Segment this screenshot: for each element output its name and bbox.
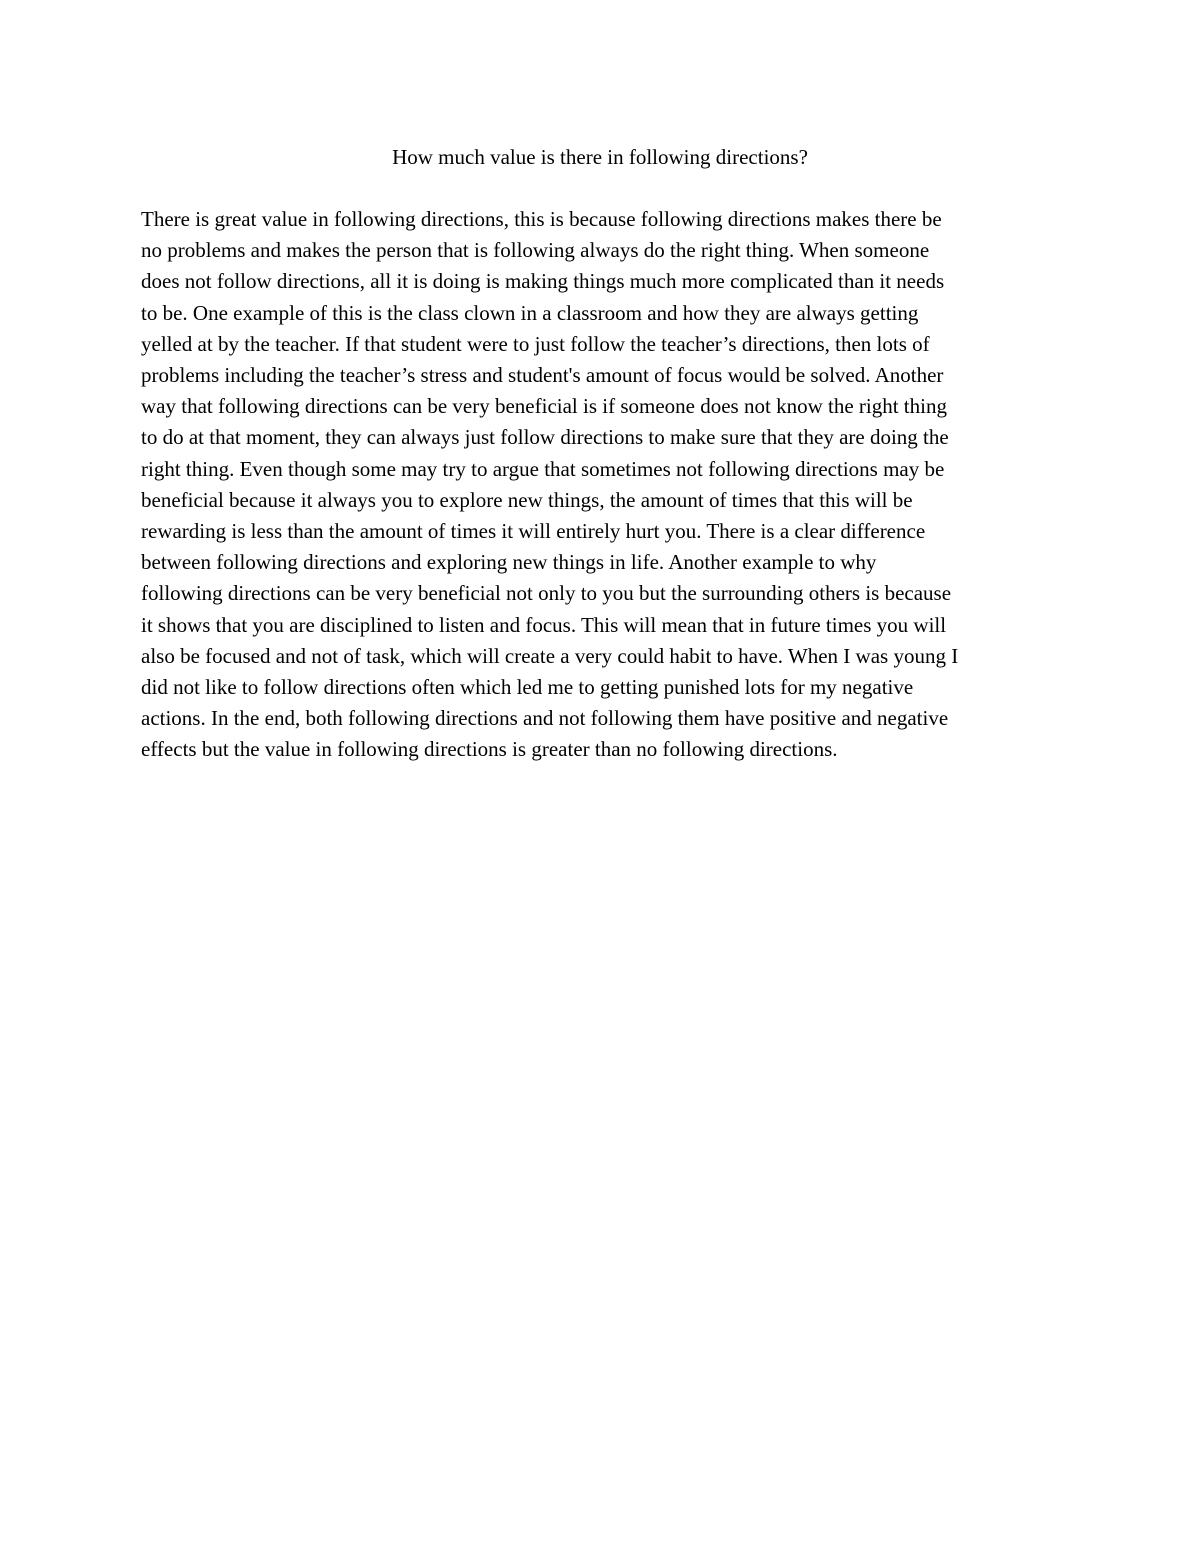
body-line: yelled at by the teacher. If that student were to just follow the teacher’s directions, then lots of xyxy=(141,331,930,356)
body-line: effects but the value in following directions is greater than no following directions. xyxy=(141,737,838,762)
body-line: to be. One example of this is the class clown in a classroom and how they are always getting xyxy=(141,300,919,325)
body-line: did not like to follow directions often which led me to getting punished lots for my negative xyxy=(141,675,914,700)
body-line: beneficial because it always you to explore new things, the amount of times that this will be xyxy=(141,487,913,512)
body-line: There is great value in following directions, this is because following directions makes there be xyxy=(141,207,942,231)
body-line: no problems and makes the person that is following always do the right thing. When someone xyxy=(141,238,930,263)
body-line: actions. In the end, both following directions and not following them have positive and negative xyxy=(141,706,949,731)
body-line: problems including the teacher’s stress and student's amount of focus would be solved. Another xyxy=(141,363,944,388)
body-line: rewarding is less than the amount of times it will entirely hurt you. There is a clear difference xyxy=(141,519,926,544)
body-line: right thing. Even though some may try to argue that sometimes not following directions may be xyxy=(141,456,945,481)
document-title: How much value is there in following directions? xyxy=(392,145,808,169)
body-line: also be focused and not of task, which will create a very could habit to have. When I was young I xyxy=(141,643,959,668)
body-line: it shows that you are disciplined to listen and focus. This will mean that in future times you will xyxy=(141,612,947,637)
body-line: way that following directions can be very beneficial is if someone does not know the right thing xyxy=(141,394,947,419)
body-line: following directions can be very beneficial not only to you but the surrounding others is because xyxy=(141,581,952,606)
body-line: to do at that moment, they can always just follow directions to make sure that they are doing the xyxy=(141,425,949,450)
body-line: does not follow directions, all it is doing is making things much more complicated than it needs xyxy=(141,269,945,294)
document-body xyxy=(141,204,1071,766)
body-line: between following directions and exploring new things in life. Another example to why xyxy=(141,550,877,575)
